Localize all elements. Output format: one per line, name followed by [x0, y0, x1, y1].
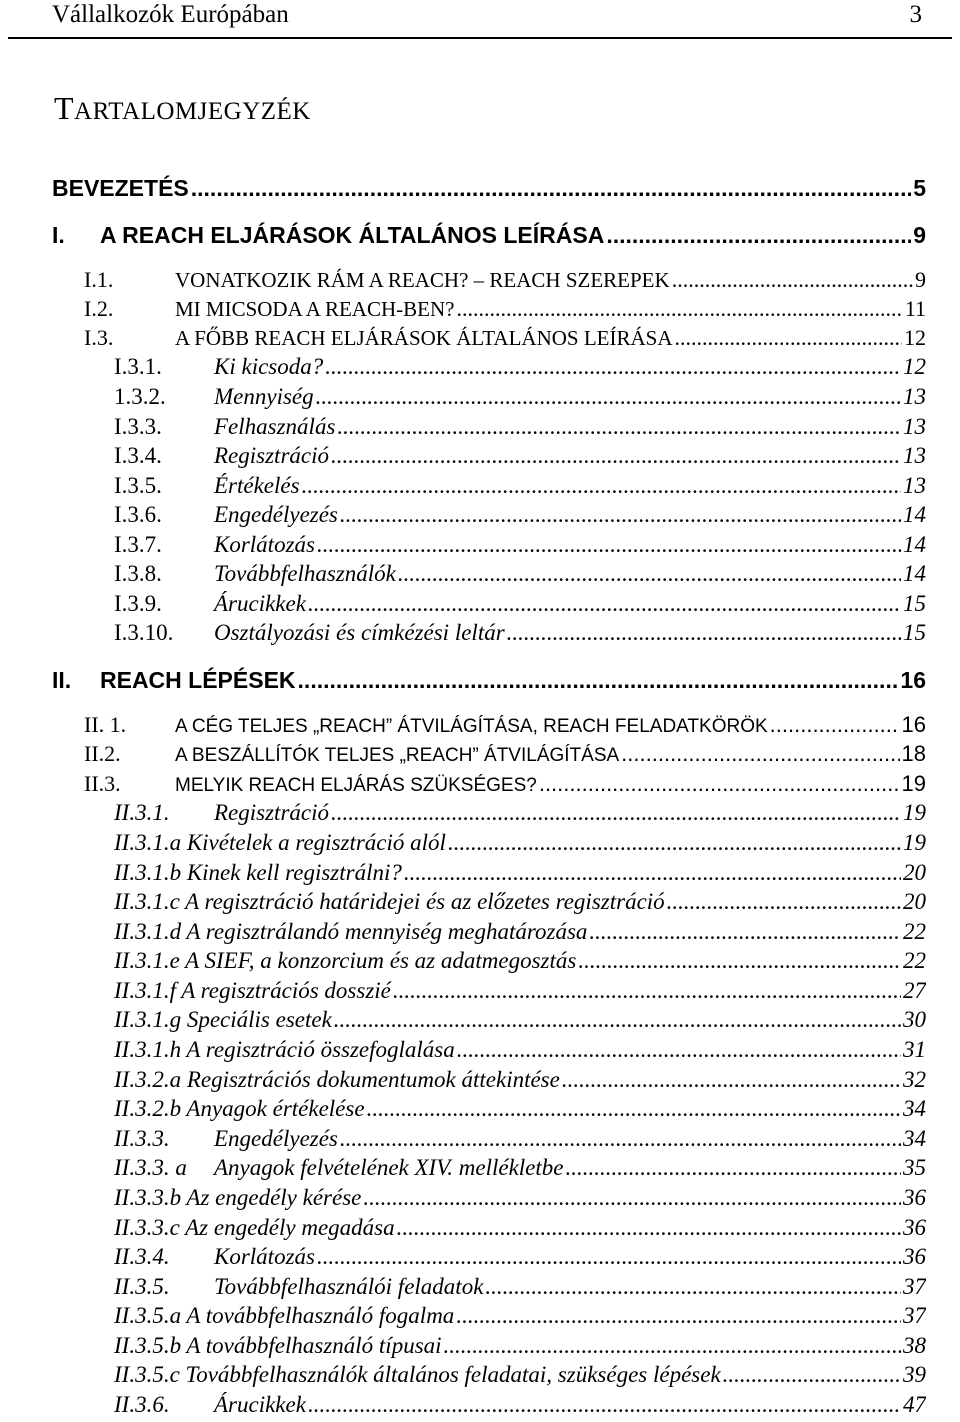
toc-entry-title: A REACH ELJÁRÁSOK ÁLTALÁNOS LEÍRÁSA: [100, 222, 605, 248]
toc-leader-dots: [398, 561, 901, 587]
toc-entry-title: Regisztráció: [214, 800, 329, 825]
toc-entry[interactable]: [84, 325, 926, 355]
toc-entry[interactable]: [114, 1096, 926, 1126]
toc-entry-number: I.3.3.: [114, 414, 162, 439]
toc-entry-number: II.3.1.: [114, 800, 170, 825]
toc-entry-page: 13: [903, 414, 926, 439]
toc-entry-number: II.3.3. a: [114, 1155, 187, 1180]
toc-leader-dots: [667, 889, 901, 915]
toc-entry-page: 19: [903, 800, 926, 825]
toc-entry[interactable]: [114, 1274, 926, 1304]
toc-entry-number: I.3.4.: [114, 443, 162, 468]
toc-entry[interactable]: [84, 771, 926, 801]
toc-entry[interactable]: [114, 1126, 926, 1156]
toc-heading-initial: T: [54, 90, 75, 126]
toc-entry-title: II.3.1.e A SIEF, a konzorcium és az adatmegosztás: [114, 948, 577, 973]
toc-entry-page: 38: [903, 1333, 926, 1358]
toc-entry-title: II.3.1.f A regisztrációs dosszié: [114, 978, 391, 1003]
toc-leader-dots: [672, 267, 913, 293]
toc-entry-page: 13: [903, 473, 926, 498]
toc-entry-title: BEVEZETÉS: [52, 175, 189, 201]
toc-entry[interactable]: [114, 561, 926, 591]
toc-entry[interactable]: [114, 919, 926, 949]
toc-leader-dots: [340, 1126, 901, 1152]
toc-entry-title: REACH LÉPÉSEK: [100, 667, 296, 693]
toc-entry-page: 36: [903, 1185, 926, 1210]
toc-entry[interactable]: [114, 473, 926, 503]
toc-entry[interactable]: [114, 532, 926, 562]
toc-entry-page: 36: [903, 1215, 926, 1240]
toc-entry-number: II.: [52, 667, 72, 693]
toc-entry-title: Korlátozás: [214, 532, 315, 557]
toc-entry[interactable]: [114, 414, 926, 444]
toc-entry-title: Árucikkek: [214, 591, 306, 616]
toc-entry-page: 5: [913, 175, 926, 201]
toc-leader-dots: [606, 222, 911, 249]
toc-leader-dots: [397, 1215, 901, 1241]
toc-entry-number: I.1.: [84, 267, 114, 292]
toc-entry-page: 27: [903, 978, 926, 1003]
toc-entry-title: II.3.2.a Regisztrációs dokumentumok áttekintése: [114, 1067, 560, 1092]
toc-entry[interactable]: [114, 978, 926, 1008]
toc-entry-title: Osztályozási és címkézési leltár: [214, 620, 505, 645]
toc-entry-title: A BESZÁLLÍTÓK TELJES „REACH” ÁTVILÁGÍTÁSA: [175, 745, 620, 766]
toc-entry-title: II.3.1.h A regisztráció összefoglalása: [114, 1037, 455, 1062]
toc-leader-dots: [562, 1067, 901, 1093]
toc-entry-title: Engedélyezés: [214, 1126, 338, 1151]
toc-entry-page: 12: [904, 325, 926, 350]
toc-entry[interactable]: [114, 1215, 926, 1245]
toc-entry-page: 30: [903, 1007, 926, 1032]
toc-leader-dots: [457, 1037, 901, 1063]
toc-entry-title: Felhasználás: [214, 414, 336, 439]
toc-entry-number: II.3.5.: [114, 1274, 170, 1299]
toc-entry-number: 1.3.2.: [114, 384, 166, 409]
toc-entry[interactable]: [114, 1155, 926, 1185]
toc-entry-title: Regisztráció: [214, 443, 329, 468]
toc-leader-dots: [393, 978, 901, 1004]
toc-leader-dots: [456, 1303, 901, 1329]
toc-entry-title: Ki kicsoda?: [214, 354, 324, 379]
toc-entry-page: 16: [901, 712, 926, 737]
toc-entry-number: II.3.4.: [114, 1244, 170, 1269]
toc-entry-title: Korlátozás: [214, 1244, 315, 1269]
toc-leader-dots: [308, 591, 901, 617]
toc-leader-dots: [456, 296, 902, 322]
toc-leader-dots: [448, 830, 901, 856]
toc-entry-page: 47: [903, 1392, 926, 1417]
toc-entry-page: 20: [903, 889, 926, 914]
toc-entry-page: 37: [903, 1274, 926, 1299]
toc-entry[interactable]: [114, 591, 926, 621]
toc-entry-number: I.3.10.: [114, 620, 174, 645]
toc-entry-page: 9: [913, 222, 926, 248]
toc-leader-dots: [325, 354, 901, 380]
toc-entry[interactable]: [114, 354, 926, 384]
toc-leader-dots: [317, 1244, 901, 1270]
toc-entry-page: 9: [915, 267, 926, 292]
toc-entry-number: I.3.7.: [114, 532, 162, 557]
toc-entry[interactable]: [114, 800, 926, 830]
toc-entry[interactable]: [84, 712, 926, 742]
toc-entry[interactable]: [114, 1362, 926, 1392]
toc-leader-dots: [621, 741, 899, 767]
toc-leader-dots: [340, 502, 901, 528]
toc-entry[interactable]: [114, 1007, 926, 1037]
toc-entry[interactable]: [114, 1303, 926, 1333]
toc-entry-title: A FŐBB REACH ELJÁRÁSOK ÁLTALÁNOS LEÍRÁSA: [175, 326, 673, 350]
toc-entry[interactable]: [114, 889, 926, 919]
toc-entry-page: 15: [903, 620, 926, 645]
toc-entry-page: 36: [903, 1244, 926, 1269]
toc-entry[interactable]: [114, 1392, 926, 1422]
toc-entry-title: Árucikkek: [214, 1392, 306, 1417]
toc-entry[interactable]: [114, 1333, 926, 1363]
toc-leader-dots: [331, 443, 901, 469]
toc-entry-title: A CÉG TELJES „REACH” ÁTVILÁGÍTÁSA, REACH FELADATKÖRÖK: [175, 716, 768, 737]
toc-entry-page: 14: [903, 502, 926, 527]
toc-entry[interactable]: [114, 1244, 926, 1274]
header-title: Vállalkozók Európában: [52, 1, 289, 28]
toc-entry-page: 22: [903, 948, 926, 973]
toc-leader-dots: [337, 414, 901, 440]
toc-entry-title: Anyagok felvételének XIV. mellékletbe: [214, 1155, 564, 1180]
toc-leader-dots: [589, 919, 901, 945]
toc-entry-page: 14: [903, 561, 926, 586]
toc-leader-dots: [363, 1185, 901, 1211]
toc-entry-title: MELYIK REACH ELJÁRÁS SZÜKSÉGES?: [175, 775, 537, 796]
toc-entry[interactable]: [52, 667, 926, 697]
toc-leader-dots: [723, 1362, 901, 1388]
toc-leader-dots: [566, 1155, 902, 1181]
toc-entry-title: II.3.1.d A regisztrálandó mennyiség meghatározása: [114, 919, 588, 944]
toc-entry-page: 19: [901, 771, 926, 796]
toc-entry-number: II. 1.: [84, 712, 127, 737]
toc-entry-number: I.3.6.: [114, 502, 162, 527]
toc-heading-rest: ARTALOMJEGYZÉK: [74, 98, 311, 125]
toc-entry-page: 34: [903, 1096, 926, 1121]
toc-entry[interactable]: [114, 1185, 926, 1215]
toc-entry-page: 18: [901, 741, 926, 766]
toc-entry-title: Mennyiség: [214, 384, 314, 409]
toc-entry[interactable]: [84, 741, 926, 771]
toc-entry[interactable]: [84, 296, 926, 326]
toc-leader-dots: [334, 1007, 901, 1033]
toc-entry-title: II.3.1.b Kinek kell regisztrálni?: [114, 860, 402, 885]
toc-entry-page: 12: [903, 354, 926, 379]
toc-entry-title: Értékelés: [214, 473, 300, 498]
toc-entry-page: 20: [903, 860, 926, 885]
toc-leader-dots: [316, 384, 901, 410]
toc-entry-page: 34: [903, 1126, 926, 1151]
toc-entry-page: 13: [903, 384, 926, 409]
toc-entry-title: II.3.1.c A regisztráció határidejei és az előzetes regisztráció: [114, 889, 665, 914]
toc-entry[interactable]: [114, 384, 926, 414]
toc-entry-number: I.3.: [84, 325, 114, 350]
toc-entry[interactable]: [114, 830, 926, 860]
toc-leader-dots: [485, 1274, 901, 1300]
toc-entry-title: VONATKOZIK RÁM A REACH? – REACH SZEREPEK: [175, 268, 670, 292]
toc-entry[interactable]: [114, 1067, 926, 1097]
toc-entry-title: II.3.1.a Kivételek a regisztráció alól: [114, 830, 446, 855]
toc-entry[interactable]: [52, 175, 926, 205]
toc-entry-page: 31: [903, 1037, 926, 1062]
toc-entry-page: 39: [903, 1362, 926, 1387]
toc-leader-dots: [331, 800, 901, 826]
toc-entry-number: II.3.3.: [114, 1126, 170, 1151]
toc-entry-page: 22: [903, 919, 926, 944]
toc-entry-number: I.3.9.: [114, 591, 162, 616]
toc-entry-page: 37: [903, 1303, 926, 1328]
toc-entry-number: I.3.1.: [114, 354, 162, 379]
toc-entry-number: I.3.5.: [114, 473, 162, 498]
toc-entry-title: II.3.3.b Az engedély kérése: [114, 1185, 362, 1210]
toc-entry-page: 32: [903, 1067, 926, 1092]
toc-entry-title: II.3.5.b A továbbfelhasználó típusai: [114, 1333, 442, 1358]
toc-leader-dots: [444, 1333, 901, 1359]
toc-entry-title: Továbbfelhasználók: [214, 561, 396, 586]
toc-leader-dots: [302, 473, 901, 499]
toc-leader-dots: [770, 712, 900, 738]
toc-entry-page: 14: [903, 532, 926, 557]
toc-entry-number: II.3.6.: [114, 1392, 170, 1417]
header-page-number: 3: [909, 1, 922, 28]
toc-leader-dots: [539, 771, 900, 797]
toc-entry-number: II.3.: [84, 771, 121, 796]
toc-heading: [54, 90, 311, 127]
toc-leader-dots: [191, 175, 911, 202]
toc-entry[interactable]: [114, 502, 926, 532]
toc-entry[interactable]: [114, 860, 926, 890]
toc-leader-dots: [404, 860, 901, 886]
toc-entry-page: 15: [903, 591, 926, 616]
toc-leader-dots: [308, 1392, 901, 1418]
toc-entry-title: Engedélyezés: [214, 502, 338, 527]
toc-leader-dots: [507, 620, 901, 646]
toc-leader-dots: [298, 667, 899, 694]
toc-entry-title: II.3.5.c Továbbfelhasználók általános feladatai, szükséges lépések: [114, 1362, 721, 1387]
toc-entry-number: I.2.: [84, 296, 114, 321]
toc-entry[interactable]: [114, 443, 926, 473]
toc-entry-page: 19: [903, 830, 926, 855]
toc-entry-number: I.: [52, 222, 65, 248]
toc-entry-title: Továbbfelhasználói feladatok: [214, 1274, 484, 1299]
toc-leader-dots: [578, 948, 901, 974]
toc-leader-dots: [317, 532, 901, 558]
toc-entry[interactable]: [114, 1037, 926, 1067]
toc-entry-page: 11: [904, 296, 926, 321]
toc-entry-number: I.3.8.: [114, 561, 162, 586]
toc-entry-title: II.3.1.g Speciális esetek: [114, 1007, 332, 1032]
page-header: [8, 0, 952, 39]
toc-entry-title: II.3.5.a A továbbfelhasználó fogalma: [114, 1303, 455, 1328]
toc-entry[interactable]: [84, 267, 926, 297]
toc-entry-page: 35: [903, 1155, 926, 1180]
toc-entry-page: 13: [903, 443, 926, 468]
toc-entry-number: II.2.: [84, 741, 121, 766]
toc-entry[interactable]: [114, 620, 926, 650]
toc-entry-page: 16: [900, 667, 926, 693]
toc-entry[interactable]: [52, 222, 926, 252]
toc-entry[interactable]: [114, 948, 926, 978]
toc-entry-title: II.3.3.c Az engedély megadása: [114, 1215, 395, 1240]
toc-leader-dots: [367, 1096, 901, 1122]
toc-entry-title: MI MICSODA A REACH-BEN?: [175, 297, 455, 321]
toc-entry-title: II.3.2.b Anyagok értékelése: [114, 1096, 365, 1121]
toc-leader-dots: [675, 325, 902, 351]
